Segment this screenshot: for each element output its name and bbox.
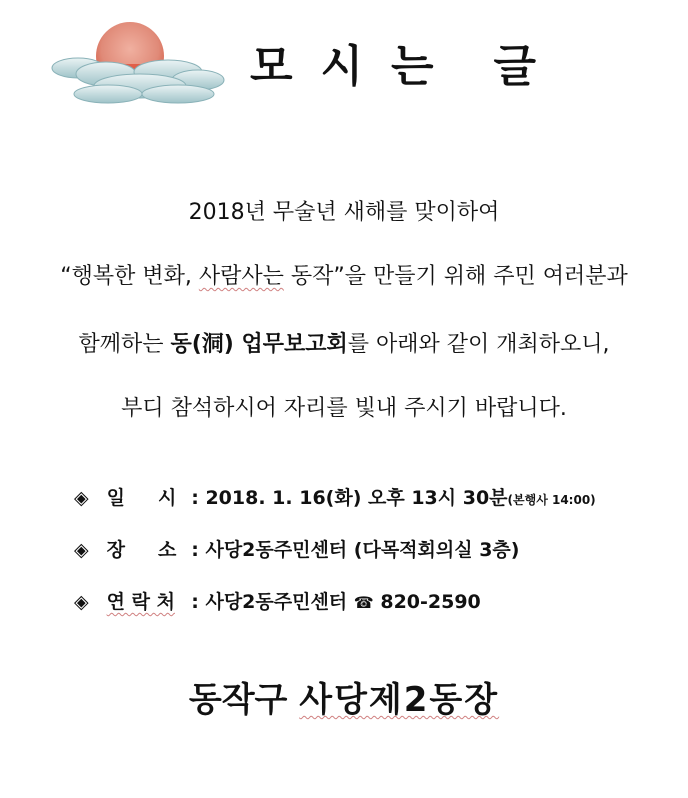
- detail-label: 장 소: [106, 539, 177, 561]
- detail-value: : 2018. 1. 16(화) 오후 13시 30분: [191, 487, 508, 509]
- detail-note: (본행사 14:00): [507, 493, 596, 507]
- detail-value: : 사당2동주민센터: [191, 591, 348, 613]
- signature-text: 동작구: [188, 680, 300, 720]
- event-name: 동(洞) 업무보고회: [170, 332, 348, 357]
- title-char: 모: [250, 41, 295, 92]
- diamond-bullet-icon: ◈: [74, 591, 89, 613]
- body-text: 를 아래와 같이 개최하오니,: [347, 332, 610, 357]
- diamond-bullet-icon: ◈: [74, 487, 89, 509]
- sun-cloud-logo: [48, 22, 228, 106]
- detail-when: [74, 485, 596, 513]
- signature-text: 사당제2동장: [299, 680, 500, 720]
- body-line-1: 2018년 무술년 새해를 맞이하여: [188, 200, 500, 225]
- detail-where: [74, 537, 519, 563]
- title-char: 는: [391, 41, 436, 92]
- body-text: 동작”을 만들기 위해 주민 여러분과: [283, 264, 628, 289]
- phone-icon: ☎: [353, 593, 374, 612]
- diamond-bullet-icon: ◈: [74, 539, 89, 561]
- detail-value: : 사당2동주민센터: [191, 539, 348, 561]
- detail-label: 일 시: [106, 487, 177, 509]
- signature: [0, 672, 688, 721]
- detail-value: (다목적회의실 3층): [347, 539, 520, 561]
- body-line-3: [0, 330, 688, 360]
- body-text: “행복한 변화,: [60, 264, 199, 289]
- body-line-4: 부디 참석하시어 자리를 빛내 주시기 바랍니다.: [121, 396, 567, 421]
- phone-number: 820-2590: [373, 591, 481, 613]
- page-title: [250, 30, 550, 94]
- body-text: 사람사는: [198, 264, 284, 289]
- body-text: 함께하는: [78, 332, 171, 357]
- title-char: 글: [493, 41, 539, 92]
- body-line-2: [0, 262, 688, 292]
- detail-label: 연 락 처: [106, 591, 175, 613]
- detail-contact: [74, 589, 481, 616]
- title-char: 시: [320, 41, 366, 92]
